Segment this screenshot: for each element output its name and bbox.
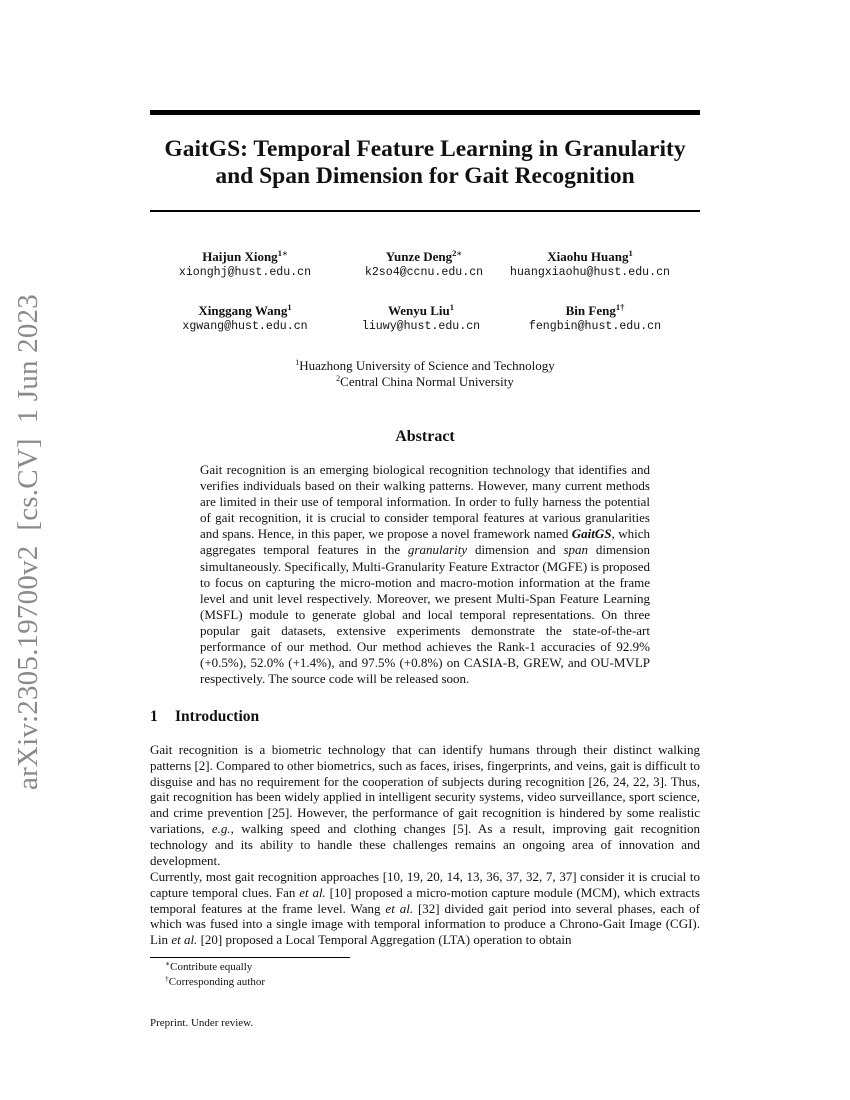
abstract-heading: Abstract: [395, 428, 455, 445]
footnote-rule: [150, 957, 350, 958]
author-email: liuwy@hust.edu.cn: [361, 320, 481, 333]
section-title: Introduction: [175, 708, 260, 725]
section-number: 1: [150, 708, 158, 725]
author-email: fengbin@hust.edu.cn: [528, 320, 662, 333]
title-rule-bottom: [150, 210, 700, 212]
author-sup: 2∗: [452, 248, 463, 258]
title-line-2: and Span Dimension for Gait Recognition: [215, 163, 635, 189]
affiliation: $^2$Central China Normal University: [336, 374, 514, 389]
affiliations: [150, 358, 700, 390]
title-line-1: GaitGS: Temporal Feature Learning in Granularity: [164, 136, 686, 162]
author-name: Yunze Deng: [385, 249, 453, 264]
author-email: k2so4@ccnu.edu.cn: [364, 266, 484, 279]
author-email: huangxiaohu@hust.edu.cn: [509, 266, 671, 279]
paper-title: [150, 136, 700, 190]
author-name: Xiaohu Huang: [547, 249, 629, 264]
section-heading-introduction: [150, 708, 259, 726]
framework-name: GaitGS: [571, 526, 612, 542]
intro-paragraph-1: Gait recognition is a biometric technology that can identify humans through their distinct walking patterns [2]. Compared to other biometrics, such as faces, irises, fingerprints, and veins, gait is difficult to disguise and has no requirement for the cooperation of subjects during recognition [26, 24, 22, 3]. Thus, gait recognition has been widely applied in intelligent security systems, video surveillance, sport science, and crime prevention [25]. However, the performance of gait recognition is hindered by some realistic variations, e.g., walking speed and clothing changes [5]. As a result, improving gait recognition technology and its ability to handle these challenges remains an ongoing area of innovation and development.: [150, 742, 700, 868]
intro-paragraph-2: Currently, most gait recognition approaches [10, 19, 20, 14, 13, 36, 37, 32, 7, 37] consider it is crucial to capture temporal clues. Fan et al. [10] proposed a micro-motion capture module (MCM), which extracts temporal features at the frame level. Wang et al. [32] divided gait period into several phases, each of which was fused into a single image with temporal information to produce a Chrono-Gait Image (CGI). Lin et al. [20] proposed a Local Temporal Aggregation (LTA) operation to obtain: [150, 869, 700, 948]
author-sup: 1: [287, 302, 292, 312]
author-block: [485, 303, 705, 335]
footnotes: [165, 960, 265, 990]
arxiv-identifier: arXiv:2305.19700v2 [cs.CV] 1 Jun 2023: [12, 294, 44, 790]
author-email: xionghj@hust.edu.cn: [178, 266, 312, 279]
author-sup: 1: [628, 248, 633, 258]
author-name: Haijun Xiong: [202, 249, 278, 264]
preprint-note: Preprint. Under review.: [150, 1017, 254, 1029]
author-name: Wenyu Liu: [387, 303, 450, 318]
abstract-body: Gait recognition is an emerging biological recognition technology that identifies and verifies individuals based on their walking patterns. However, many current methods are limited in their use of temporal information. In order to fully harness the potential of gait recognition, it is crucial to consider temporal features at various granularities and spans. Hence, in this paper, we propose a novel framework named GaitGS, which aggregates temporal features in the granularity dimension and span dimension simultaneously. Specifically, Multi-Granularity Feature Extractor (MGFE) is proposed to focus on capturing the micro-motion and macro-motion information at the frame level and unit level respectively. Moreover, we present Multi-Span Feature Learning (MSFL) module to generate global and local temporal representations. On three popular gait datasets, extensive experiments demonstrate the state-of-the-art performance of our method. Our method achieves the Rank-1 accuracies of 92.9% (+0.5%), 52.0% (+1.4%), and 97.5% (+0.8%) on CASIA-B, GREW, and OU-MVLP respectively. The source code will be released soon.: [200, 462, 650, 687]
author-sup: 1: [449, 302, 455, 312]
author-name: Xinggang Wang: [198, 303, 288, 318]
title-rule-top: [150, 110, 700, 115]
author-sup: 1∗: [277, 248, 288, 258]
footnote: †Corresponding author: [165, 974, 265, 988]
affiliation: $^1$Huazhong University of Science and Technology: [295, 358, 555, 373]
footnote: ∗Contribute equally: [165, 959, 253, 973]
author-email: xgwang@hust.edu.cn: [182, 320, 308, 333]
author-name: Bin Feng: [565, 303, 616, 318]
author-sup: 1†: [615, 302, 625, 312]
author-block: [480, 249, 700, 281]
